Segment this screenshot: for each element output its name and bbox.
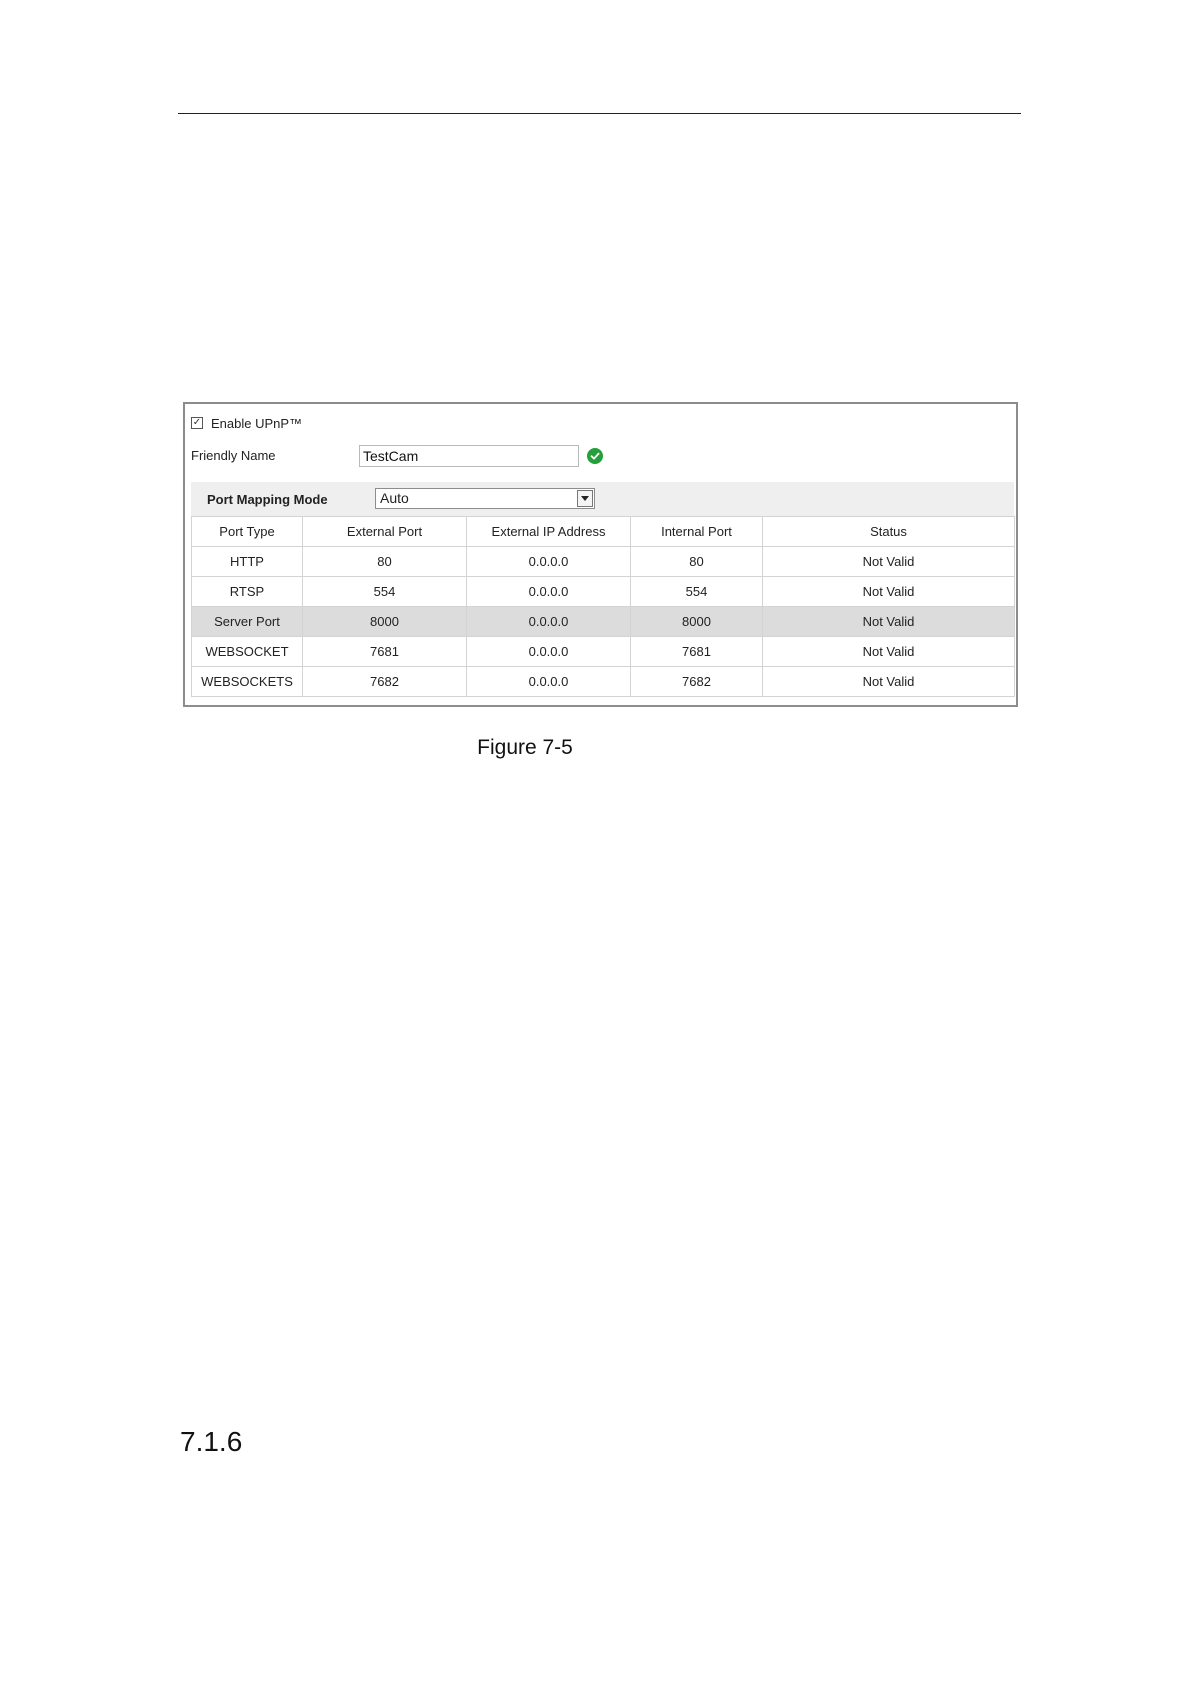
port-mapping-mode-bar (191, 482, 1014, 516)
column-header-external-ip: External IP Address (467, 517, 631, 547)
cell-internal-port: 554 (631, 577, 763, 607)
friendly-name-row (191, 444, 1011, 468)
cell-internal-port: 80 (631, 547, 763, 577)
cell-external-ip: 0.0.0.0 (467, 637, 631, 667)
table-row[interactable] (192, 547, 1015, 577)
section-number: 7.1.6 (180, 1426, 243, 1457)
cell-external-ip: 0.0.0.0 (467, 667, 631, 697)
port-mapping-mode-label: Port Mapping Mode (207, 492, 328, 507)
cell-internal-port: 7682 (631, 667, 763, 697)
column-header-port-type: Port Type (192, 517, 303, 547)
upnp-settings-panel (183, 402, 1018, 707)
column-header-status: Status (763, 517, 1015, 547)
cell-status: Not Valid (763, 667, 1015, 697)
cell-external-port: 554 (303, 577, 467, 607)
cell-port-type: WEBSOCKET (192, 637, 303, 667)
header-rule (178, 113, 1021, 114)
cell-external-port: 7682 (303, 667, 467, 697)
cell-internal-port: 8000 (631, 607, 763, 637)
table-header-row (192, 517, 1015, 547)
cell-status: Not Valid (763, 577, 1015, 607)
table-row-selected[interactable] (192, 607, 1015, 637)
table-row[interactable] (192, 577, 1015, 607)
cell-internal-port: 7681 (631, 637, 763, 667)
cell-status: Not Valid (763, 607, 1015, 637)
cell-port-type: HTTP (192, 547, 303, 577)
cell-external-port: 8000 (303, 607, 467, 637)
enable-upnp-row[interactable] (191, 414, 302, 432)
cell-external-port: 80 (303, 547, 467, 577)
column-header-external-port: External Port (303, 517, 467, 547)
cell-port-type: RTSP (192, 577, 303, 607)
port-mapping-mode-select[interactable] (375, 488, 595, 509)
cell-port-type: Server Port (192, 607, 303, 637)
port-mapping-table (191, 516, 1015, 697)
port-mapping-mode-value: Auto (380, 490, 409, 506)
table-row[interactable] (192, 667, 1015, 697)
table-row[interactable] (192, 637, 1015, 667)
friendly-name-input[interactable] (359, 445, 579, 467)
figure-caption: Figure 7-5 (477, 736, 573, 759)
column-header-internal-port: Internal Port (631, 517, 763, 547)
cell-external-ip: 0.0.0.0 (467, 577, 631, 607)
enable-upnp-label: Enable UPnP™ (211, 415, 303, 431)
friendly-name-label: Friendly Name (191, 448, 276, 463)
cell-port-type: WEBSOCKETS (192, 667, 303, 697)
enable-upnp-checkbox[interactable]: ✓ (192, 417, 202, 428)
cell-status: Not Valid (763, 637, 1015, 667)
cell-status: Not Valid (763, 547, 1015, 577)
cell-external-ip: 0.0.0.0 (467, 547, 631, 577)
cell-external-ip: 0.0.0.0 (467, 607, 631, 637)
check-circle-icon (587, 448, 603, 464)
cell-external-port: 7681 (303, 637, 467, 667)
dropdown-button[interactable] (577, 490, 593, 507)
chevron-down-icon (581, 496, 589, 501)
